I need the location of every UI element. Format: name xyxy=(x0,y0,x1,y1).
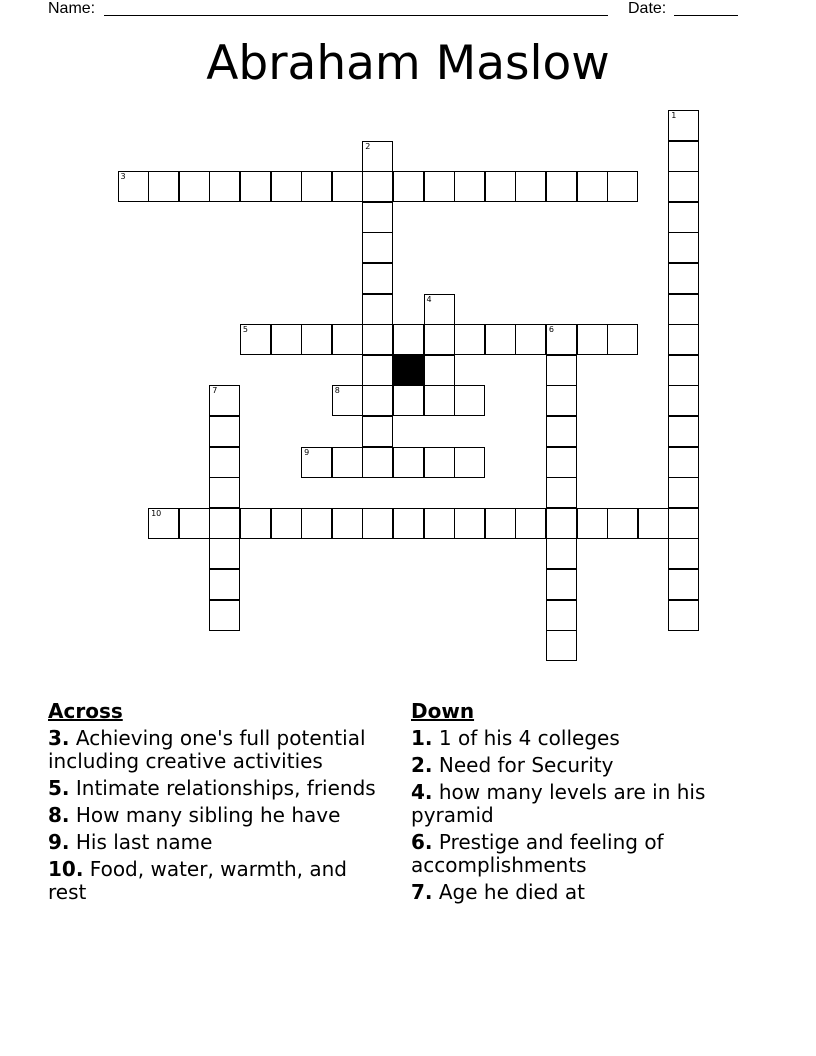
clue-item xyxy=(48,804,388,827)
grid-cell[interactable] xyxy=(209,508,240,539)
grid-cell[interactable] xyxy=(209,538,240,569)
clue-text: Age he died at xyxy=(438,880,585,904)
grid-cell[interactable] xyxy=(607,508,638,539)
grid-cell[interactable] xyxy=(209,171,240,202)
clue-item xyxy=(48,858,388,904)
grid-cell[interactable] xyxy=(546,477,577,508)
grid-cell[interactable] xyxy=(362,263,393,294)
grid-cell[interactable] xyxy=(362,202,393,233)
grid-cell[interactable] xyxy=(271,508,302,539)
cell-number: 3 xyxy=(120,172,126,182)
clue-text: 1 of his 4 colleges xyxy=(438,726,620,750)
clue-text: Need for Security xyxy=(438,753,614,777)
grid-cell[interactable] xyxy=(240,171,271,202)
clue-text: Intimate relationships, friends xyxy=(75,776,376,800)
grid-cell[interactable] xyxy=(362,232,393,263)
grid-cell[interactable] xyxy=(393,447,424,478)
clue-text: Food, water, warmth, and rest xyxy=(48,857,347,904)
grid-cell[interactable] xyxy=(362,385,393,416)
clue-item xyxy=(48,777,388,800)
grid-cell[interactable] xyxy=(301,171,332,202)
grid-cell[interactable] xyxy=(454,385,485,416)
grid-cell[interactable] xyxy=(424,171,455,202)
grid-cell[interactable] xyxy=(148,508,179,539)
clue-item xyxy=(411,831,741,877)
clue-text: His last name xyxy=(75,830,213,854)
grid-cell[interactable] xyxy=(301,447,332,478)
grid-cell[interactable] xyxy=(454,508,485,539)
clue-number: 2. xyxy=(411,753,433,777)
clue-item xyxy=(411,727,741,750)
clue-item xyxy=(411,881,741,904)
cell-number: 7 xyxy=(212,386,218,396)
grid-cell[interactable] xyxy=(668,232,699,263)
clue-number: 5. xyxy=(48,776,70,800)
cell-number: 6 xyxy=(548,325,554,335)
grid-cell[interactable] xyxy=(668,538,699,569)
grid-cell[interactable] xyxy=(546,630,577,661)
grid-cell[interactable] xyxy=(546,508,577,539)
grid-cell[interactable] xyxy=(607,324,638,355)
clue-text: how many levels are in his pyramid xyxy=(411,780,706,827)
grid-cell[interactable] xyxy=(668,263,699,294)
clue-item xyxy=(411,781,741,827)
cell-number: 5 xyxy=(242,325,248,335)
grid-cell[interactable] xyxy=(668,508,699,539)
grid-cell[interactable] xyxy=(362,447,393,478)
grid-cell[interactable] xyxy=(515,508,546,539)
grid-cell[interactable] xyxy=(668,355,699,386)
grid-cell[interactable] xyxy=(515,324,546,355)
grid-cell[interactable] xyxy=(362,508,393,539)
grid-cell[interactable] xyxy=(546,416,577,447)
grid-cell[interactable] xyxy=(515,171,546,202)
grid-cell[interactable] xyxy=(362,171,393,202)
grid-cell[interactable] xyxy=(393,385,424,416)
grid-cell[interactable] xyxy=(301,508,332,539)
clue-number: 3. xyxy=(48,726,70,750)
grid-cell[interactable] xyxy=(668,294,699,325)
grid-cell[interactable] xyxy=(209,447,240,478)
clue-number: 6. xyxy=(411,830,433,854)
cell-number: 9 xyxy=(304,447,310,457)
cell-number: 1 xyxy=(671,111,677,120)
clue-text: How many sibling he have xyxy=(75,803,341,827)
clue-number: 8. xyxy=(48,803,70,827)
grid-cell[interactable] xyxy=(393,171,424,202)
grid-cell[interactable] xyxy=(209,600,240,631)
grid-cell[interactable] xyxy=(240,324,271,355)
grid-cell[interactable] xyxy=(424,355,455,386)
grid-cell[interactable] xyxy=(546,447,577,478)
grid-cell[interactable] xyxy=(362,355,393,386)
clue-item xyxy=(48,727,388,773)
clue-number: 7. xyxy=(411,880,433,904)
across-heading: Across xyxy=(48,699,123,723)
grid-cell[interactable] xyxy=(546,355,577,386)
grid-cell[interactable] xyxy=(209,385,240,416)
grid-cell[interactable] xyxy=(546,324,577,355)
grid-cell[interactable] xyxy=(179,171,210,202)
grid-cell[interactable] xyxy=(668,202,699,233)
date-label: Date: xyxy=(628,0,667,17)
grid-cell[interactable] xyxy=(332,447,363,478)
grid-cell[interactable] xyxy=(362,294,393,325)
clue-text: Prestige and feeling of accomplishments xyxy=(411,830,664,877)
grid-cell[interactable] xyxy=(209,569,240,600)
down-heading: Down xyxy=(411,699,475,723)
grid-cell[interactable] xyxy=(240,508,271,539)
grid-cell[interactable] xyxy=(362,416,393,447)
grid-cell[interactable] xyxy=(546,385,577,416)
grid-cell[interactable] xyxy=(485,171,516,202)
grid-cell[interactable] xyxy=(546,171,577,202)
grid-cell[interactable] xyxy=(271,324,302,355)
grid-cell[interactable] xyxy=(546,600,577,631)
grid-cell[interactable] xyxy=(638,508,669,539)
grid-cell[interactable] xyxy=(362,324,393,355)
grid-cell[interactable] xyxy=(454,447,485,478)
page-title: Abraham Maslow xyxy=(206,36,610,91)
grid-cell[interactable] xyxy=(393,324,424,355)
grid-block xyxy=(393,355,424,386)
grid-cell[interactable] xyxy=(179,508,210,539)
grid-cell[interactable] xyxy=(332,171,363,202)
grid-cell[interactable] xyxy=(607,171,638,202)
clue-text: Achieving one's full potential including creative activities xyxy=(48,726,366,773)
grid-cell[interactable] xyxy=(668,141,699,172)
clue-number: 9. xyxy=(48,830,70,854)
grid-cell[interactable] xyxy=(454,324,485,355)
grid-cell[interactable] xyxy=(668,385,699,416)
grid-cell[interactable] xyxy=(668,447,699,478)
clue-number: 1. xyxy=(411,726,433,750)
cell-number: 4 xyxy=(426,294,432,304)
clue-item xyxy=(411,754,741,777)
grid-cell[interactable] xyxy=(393,508,424,539)
cell-number: 2 xyxy=(365,141,371,151)
grid-cell[interactable] xyxy=(546,538,577,569)
grid-cell[interactable] xyxy=(118,171,149,202)
across-clues xyxy=(48,700,388,908)
grid-cell[interactable] xyxy=(668,171,699,202)
grid-cell[interactable] xyxy=(577,324,608,355)
grid-cell[interactable] xyxy=(668,110,699,141)
cell-number: 10 xyxy=(151,508,162,518)
grid-cell[interactable] xyxy=(332,385,363,416)
grid-cell[interactable] xyxy=(485,324,516,355)
grid-cell[interactable] xyxy=(454,171,485,202)
grid-cell[interactable] xyxy=(424,385,455,416)
grid-cell[interactable] xyxy=(668,416,699,447)
grid-cell[interactable] xyxy=(362,141,393,172)
grid-cell[interactable] xyxy=(577,508,608,539)
grid-cell[interactable] xyxy=(332,324,363,355)
down-clues xyxy=(411,700,741,908)
clue-number: 10. xyxy=(48,857,84,881)
grid-cell[interactable] xyxy=(668,324,699,355)
clue-item xyxy=(48,831,388,854)
grid-cell[interactable] xyxy=(209,416,240,447)
grid-cell[interactable] xyxy=(424,294,455,325)
grid-cell[interactable] xyxy=(668,477,699,508)
grid-cell[interactable] xyxy=(301,324,332,355)
grid-cell[interactable] xyxy=(668,569,699,600)
grid-cell[interactable] xyxy=(148,171,179,202)
grid-cell[interactable] xyxy=(424,508,455,539)
grid-cell[interactable] xyxy=(424,447,455,478)
cell-number: 8 xyxy=(334,386,340,396)
grid-cell[interactable] xyxy=(546,569,577,600)
grid-cell[interactable] xyxy=(577,171,608,202)
clue-number: 4. xyxy=(411,780,433,804)
grid-cell[interactable] xyxy=(271,171,302,202)
name-label: Name: xyxy=(48,0,96,17)
grid-cell[interactable] xyxy=(485,508,516,539)
grid-cell[interactable] xyxy=(668,600,699,631)
grid-cell[interactable] xyxy=(209,477,240,508)
grid-cell[interactable] xyxy=(424,324,455,355)
grid-cell[interactable] xyxy=(332,508,363,539)
